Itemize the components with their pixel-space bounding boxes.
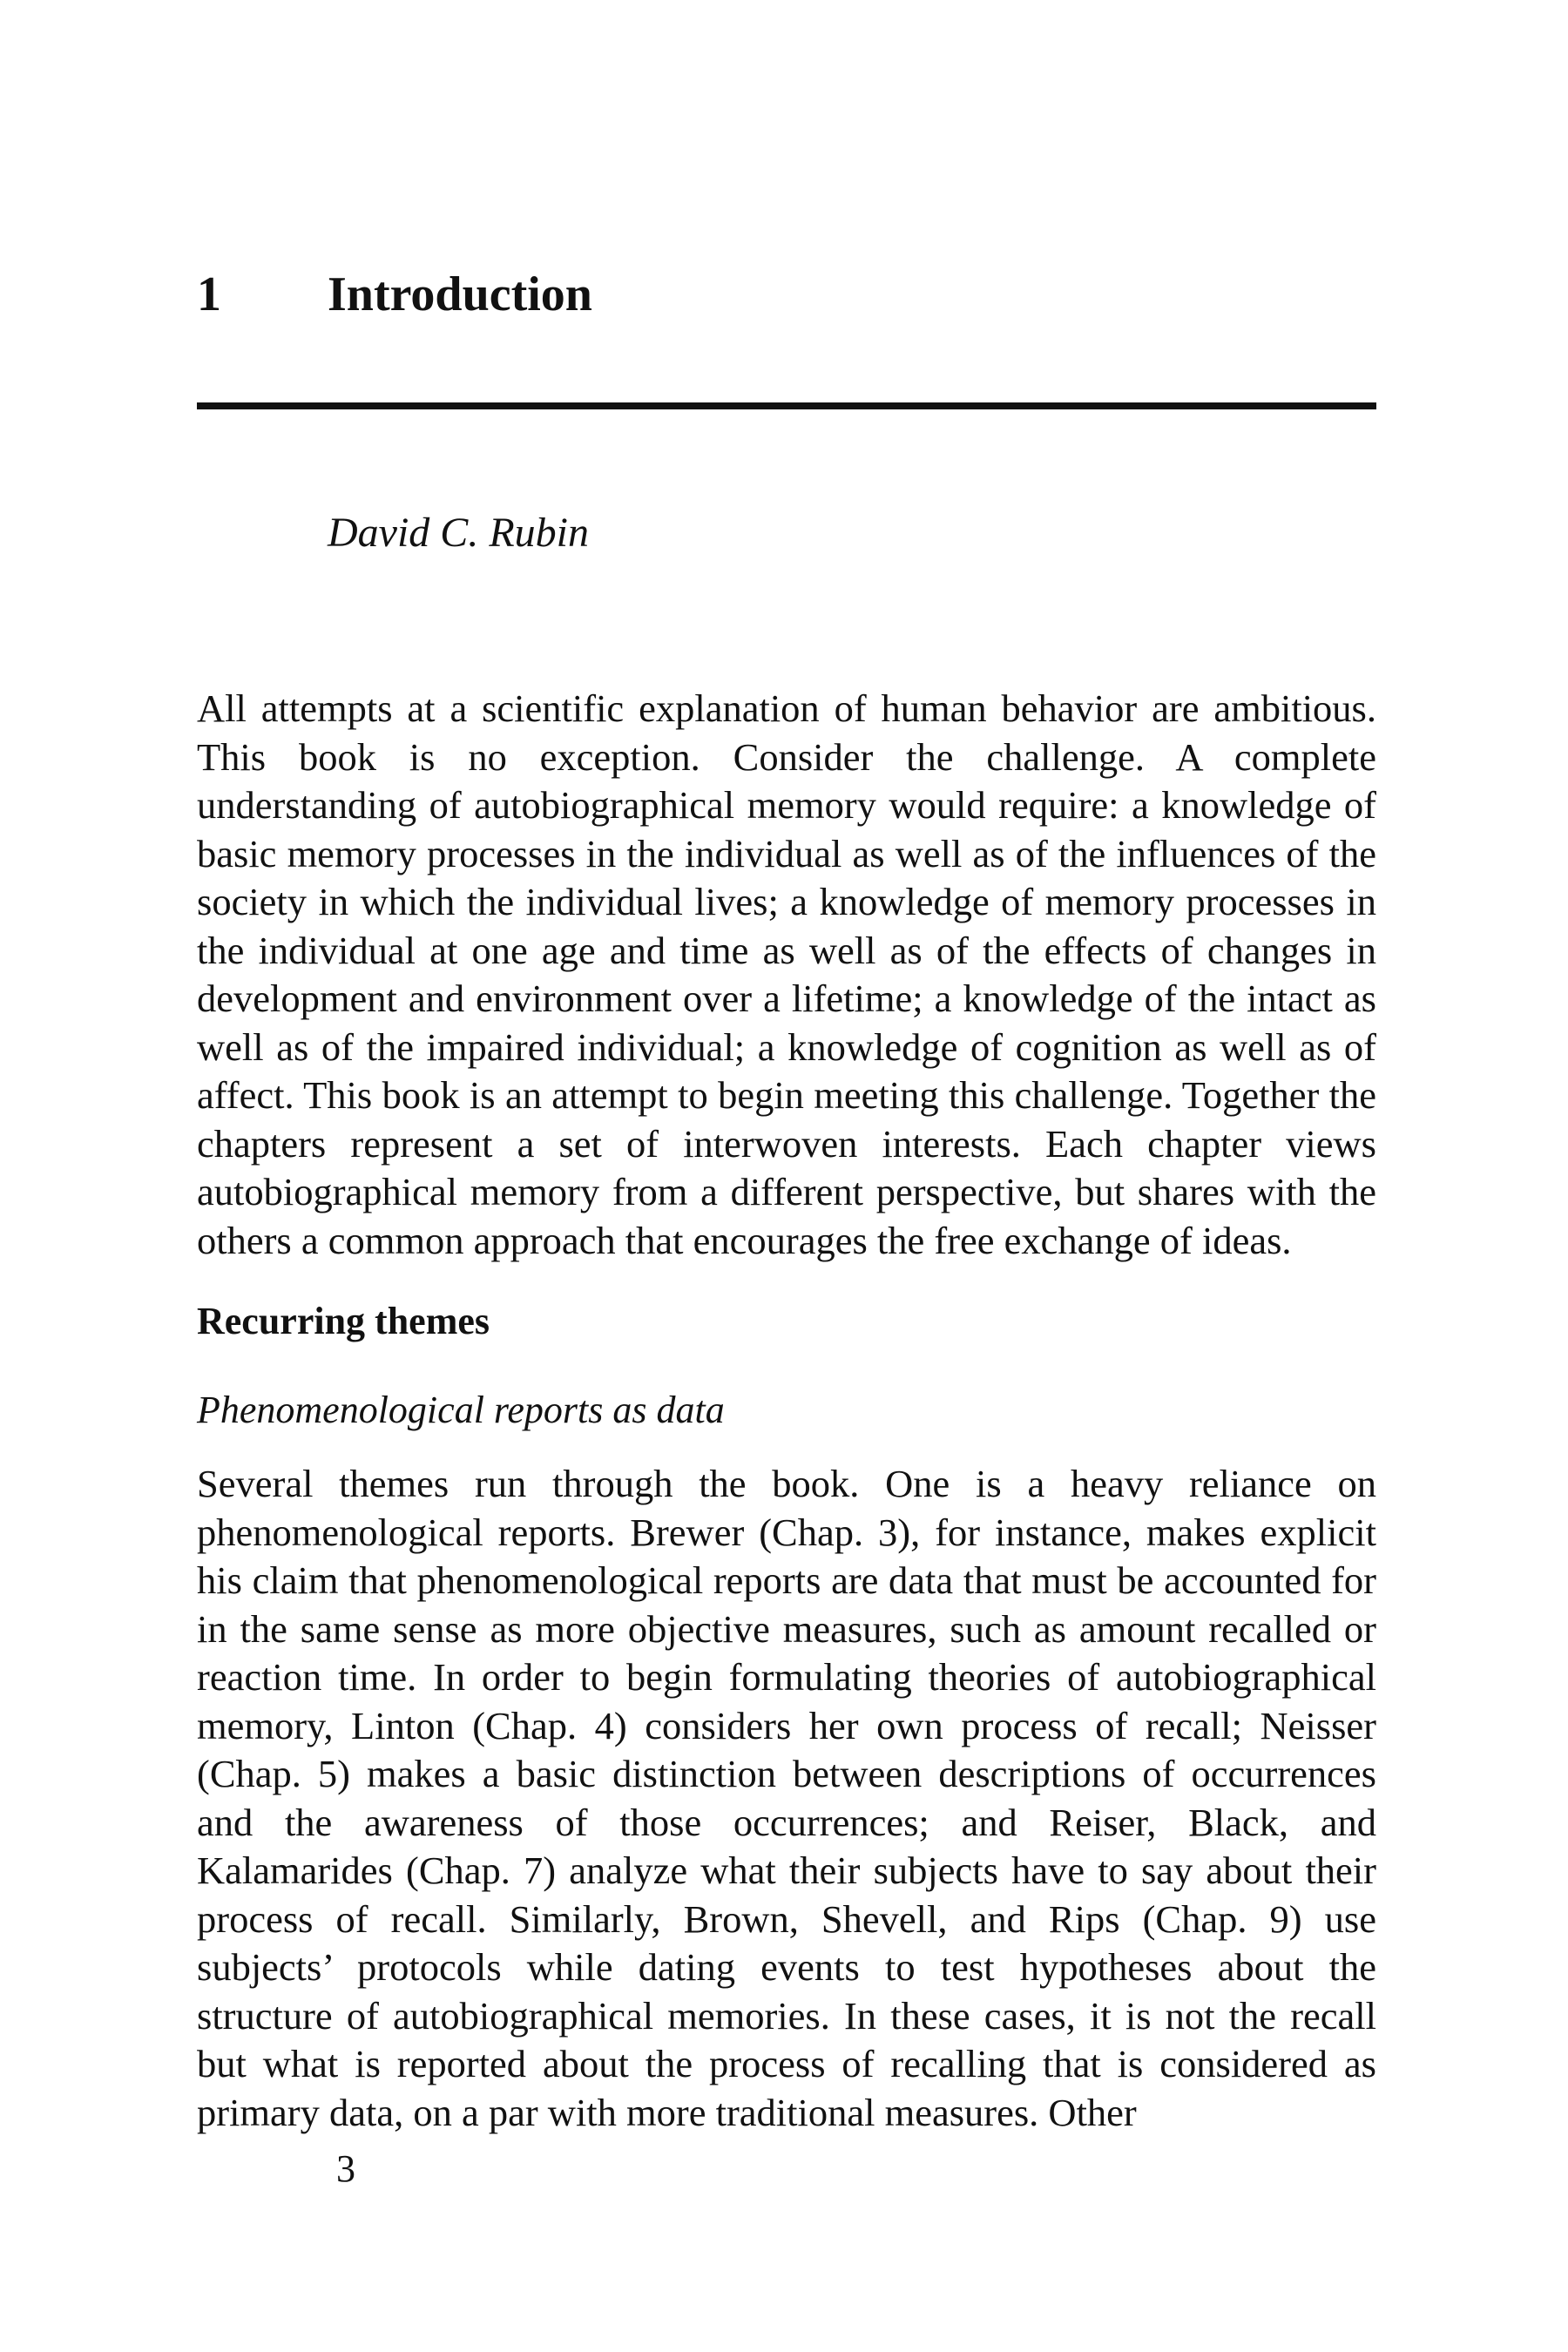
section-body-block [197,1460,1376,2137]
subsection-heading: Phenomenological reports as data [197,1389,725,1431]
section-heading: Recurring themes [197,1300,490,1342]
author-name: David C. Rubin [328,510,589,556]
chapter-heading [197,267,592,321]
chapter-rule [197,402,1376,409]
intro-paragraph: All attempts at a scientific explanation of human behavior are ambitious. This book is no exception. Consider the challenge. A complete understanding of autobiographical memory would require: a knowledge of basic memory processes in the individual as well as of the influences of the society in which the individual lives; a knowledge of memory processes in the individual at one age and time as well as of the effects of changes in development and environment over a lifetime; a knowledge of the intact as well as of the impaired individual; a knowledge of cognition as well as of affect. This book is an attempt to begin meeting this challenge. Together the chapters represent a set of interwoven interests. Each chapter views autobiographical memory from a different perspective, but shares with the others a common approach that encourages the free exchange of ideas. [197,686,1376,1262]
chapter-number: 1 [197,267,221,321]
intro-block [197,685,1376,1265]
page-number: 3 [336,2147,355,2190]
section-paragraph: Several themes run through the book. One is a heavy reliance on phenomenological reports. Brewer (Chap. 3), for instance, makes explicit his claim that phenomenological reports are data that must be accounted for in the same sense as more objective measures, such as amount recalled or reaction time. In order to begin formulating theories of autobiographical memory, Linton (Chap. 4) considers her own process of recall; Neisser (Chap. 5) makes a basic distinction between descriptions of occurrences and the awareness of those occurrences; and Reiser, Black, and Kalamarides (Chap. 7) analyze what their subjects have to say about their process of recall. Similarly, Brown, Shevell, and Rips (Chap. 9) use subjects’ protocols while dating events to test hypotheses about the structure of autobiographical memories. In these cases, it is not the recall but what is reported about the process of recalling that is considered as primary data, on a par with more traditional measures. Other [197,1462,1376,2134]
chapter-title: Introduction [328,267,592,321]
